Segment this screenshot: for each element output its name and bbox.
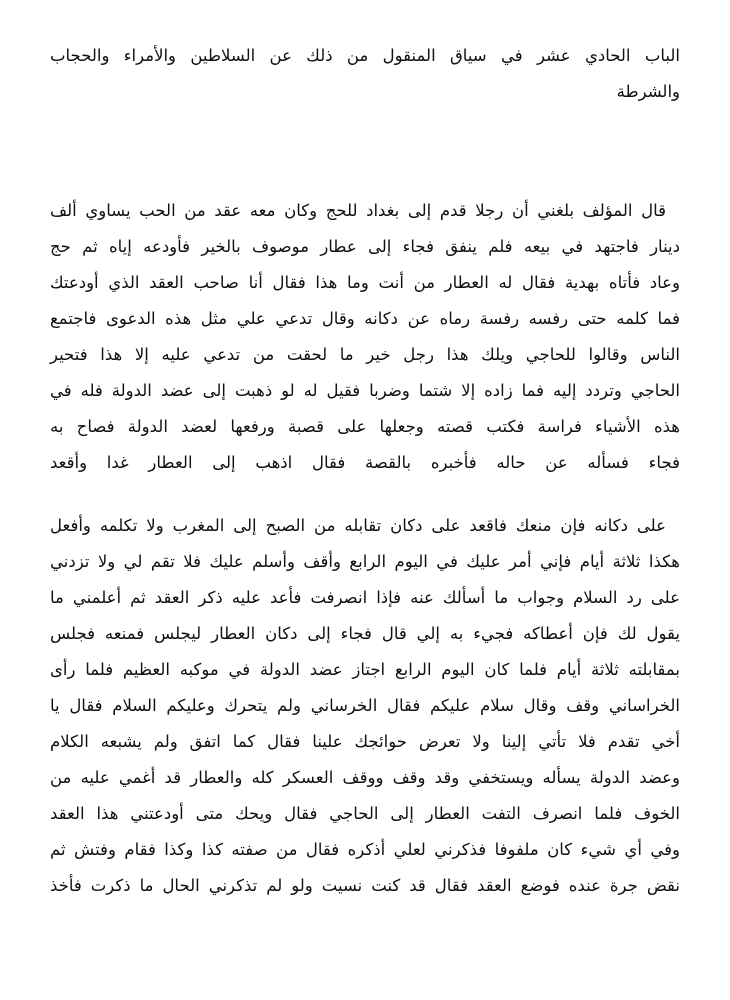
text-line: بمقابلته ثلاثة أيام فلما كان اليوم الرابع اجتاز عضد الدولة في موكبه العظيم فلما رأى bbox=[50, 660, 680, 679]
text-line: على دكانه فإن منعك فاقعد على دكان تقابله من الصبح إلى المغرب ولا تكلمه وأفعل bbox=[50, 516, 666, 535]
text-line: قال المؤلف بلغني أن رجلا قدم إلى بغداد للحج وكان معه عقد من الحب يساوي ألف bbox=[50, 201, 666, 220]
paragraph bbox=[50, 508, 680, 904]
title-line: والشرطة bbox=[616, 82, 680, 101]
text-line: وفي أي شيء كان ملفوفا فذكرني لعلي أذكره فقال من صفته كذا وكذا فقام وفتش ثم bbox=[50, 840, 680, 859]
title-line: الباب الحادي عشر في سياق المنقول من ذلك عن السلاطين والأمراء والحجاب bbox=[50, 46, 680, 65]
text-line: وعضد الدولة يسأله ويستخفي وقد وقف ووقف العسكر كله والعطار قد أغمي عليه من bbox=[50, 768, 680, 787]
text-line: وعاد فأتاه بهدية فقال له العطار من أنت وما هذا فقال أنا صاحب العقد الذي أودعتك bbox=[50, 273, 680, 292]
text-line: فجاء فسأله عن حاله فأخبره بالقصة فقال اذهب إلى العطار غدا وأقعد bbox=[50, 453, 680, 472]
text-line: على رد السلام وجواب ما أسألك عنه فإذا انصرفت فأعد عليه ذكر العقد ثم أعلمني ما bbox=[50, 588, 680, 607]
text-line: الخوف فلما انصرف التفت العطار إلى الحاجي فقال ويحك متى أودعتني هذا العقد bbox=[50, 804, 680, 823]
text-line: نقض جرة عنده فوضع العقد فقال قد كنت نسيت ولو لم تذكرني الحال ما ذكرت فأخذ bbox=[50, 876, 680, 895]
text-line: يقول لك فإن أعطاكه فجيء به إلي قال فجاء إلى دكان العطار ليجلس فمنعه فجلس bbox=[50, 624, 680, 643]
text-line: أخي تقدم فلا تأتي إلينا ولا تعرض حوائجك علينا فقال كما اتفق ولم يشبعه الكلام bbox=[50, 732, 680, 751]
text-line: فما كلمه حتى رفسه رفسة رماه عن دكانه وقال تدعي علي مثل هذه الدعوى فاجتمع bbox=[50, 309, 680, 328]
chapter-title bbox=[50, 38, 680, 110]
text-line: هذه الأشياء فراسة فكتب قصته وجعلها على قصبة ورفعها لعضد الدولة فصاح به bbox=[50, 417, 680, 436]
text-line: الخراساني وقف وقال سلام عليكم فقال الخرساني ولم يتحرك وعليكم السلام فقال يا bbox=[50, 696, 680, 715]
text-line: الناس وقالوا للحاجي ويلك هذا رجل خير ما لحقت من تدعي عليه إلا هذا فتحير bbox=[50, 345, 680, 364]
paragraph bbox=[50, 193, 680, 481]
text-line: الحاجي وتردد إليه فما زاده إلا شتما وضربا فقيل له لو ذهبت إلى عضد الدولة فله في bbox=[50, 381, 680, 400]
text-line: هكذا ثلاثة أيام فإني أمر عليك في اليوم الرابع وأقف وأسلم عليك فلا تقم لي ولا تزدني bbox=[50, 552, 680, 571]
text-line: دينار فاجتهد في بيعه فلم ينفق فجاء إلى عطار موصوف بالخير فأودعه إياه ثم حج bbox=[50, 237, 680, 256]
